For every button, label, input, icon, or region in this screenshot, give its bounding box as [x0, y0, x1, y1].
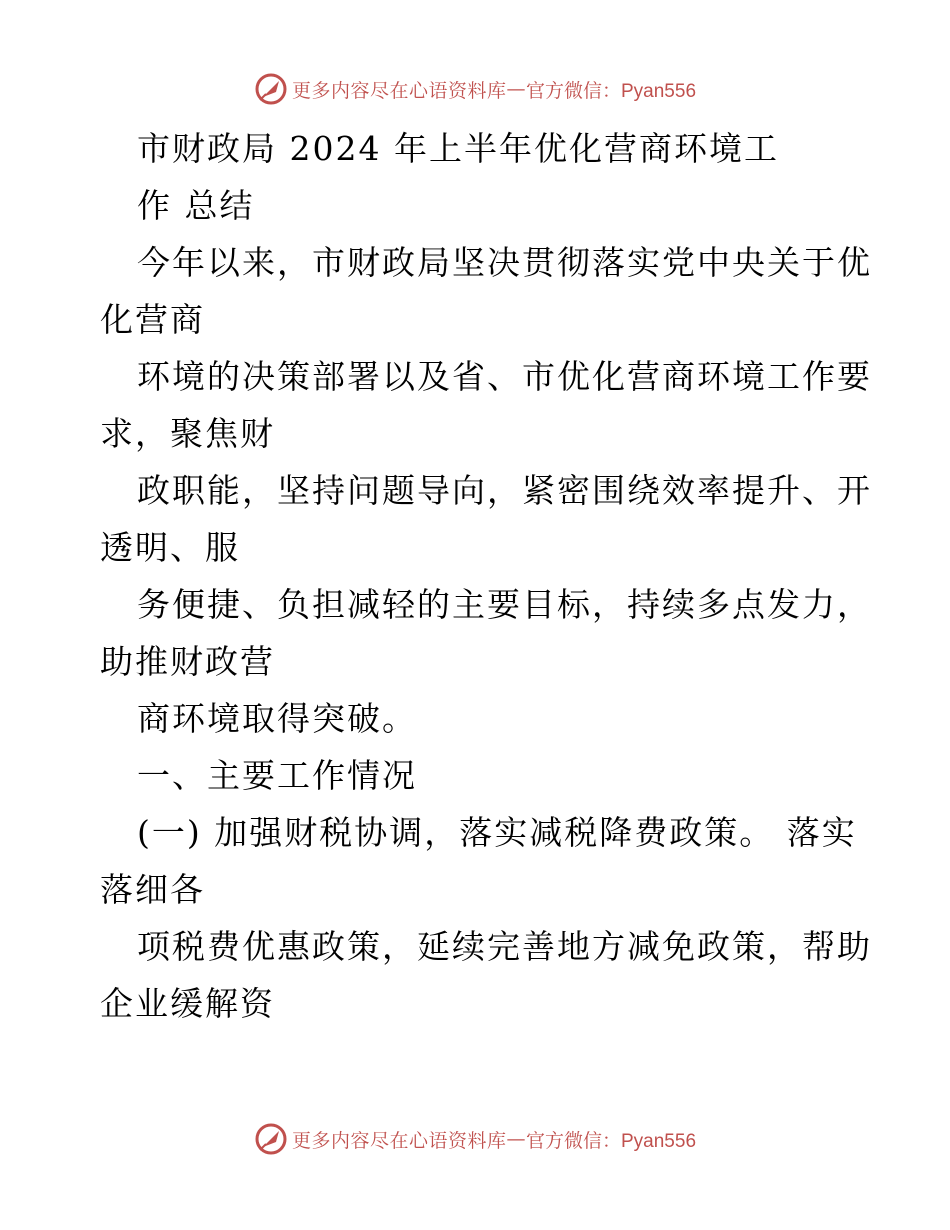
text-line: 商环境取得突破。 [137, 699, 417, 738]
banner-dash: — [506, 1128, 526, 1150]
banner-brand-text: 更多内容尽在心语资料库 [291, 79, 507, 102]
banner-wechat-text: 官方微信：Pyan556 [526, 80, 697, 102]
text-line: 市财政局 2024 年上半年优化营商环境工 [137, 129, 779, 168]
text-line: 化营商 [100, 300, 205, 339]
text-line: (一) 加强财税协调，落实减税降费政策。 落实 [137, 813, 857, 852]
banner-dash: — [506, 78, 526, 100]
text-line: 透明、服 [100, 528, 240, 567]
banner-brand-text: 更多内容尽在心语资料库 [291, 1129, 507, 1152]
banner-wechat-text: 官方微信：Pyan556 [526, 1130, 697, 1152]
text-line: 一、主要工作情况 [137, 756, 417, 795]
text-line: 作 总结 [137, 186, 255, 225]
quill-logo-icon [254, 72, 288, 106]
footer-banner [0, 1122, 950, 1156]
text-line: 落细各 [100, 870, 205, 909]
text-line: 今年以来，市财政局坚决贯彻落实党中央关于优 [137, 243, 872, 282]
text-line: 政职能，坚持问题导向，紧密围绕效率提升、开 [137, 471, 872, 510]
document-body [100, 120, 872, 1032]
quill-logo-icon [254, 1122, 288, 1156]
text-line: 务便捷、负担减轻的主要目标，持续多点发力， [137, 585, 872, 624]
header-banner [0, 72, 950, 106]
text-line: 求，聚焦财 [100, 414, 275, 453]
text-line: 环境的决策部署以及省、市优化营商环境工作要 [137, 357, 872, 396]
text-line: 项税费优惠政策，延续完善地方减免政策，帮助 [137, 927, 872, 966]
text-line: 助推财政营 [100, 642, 275, 681]
text-line: 企业缓解资 [100, 984, 275, 1023]
